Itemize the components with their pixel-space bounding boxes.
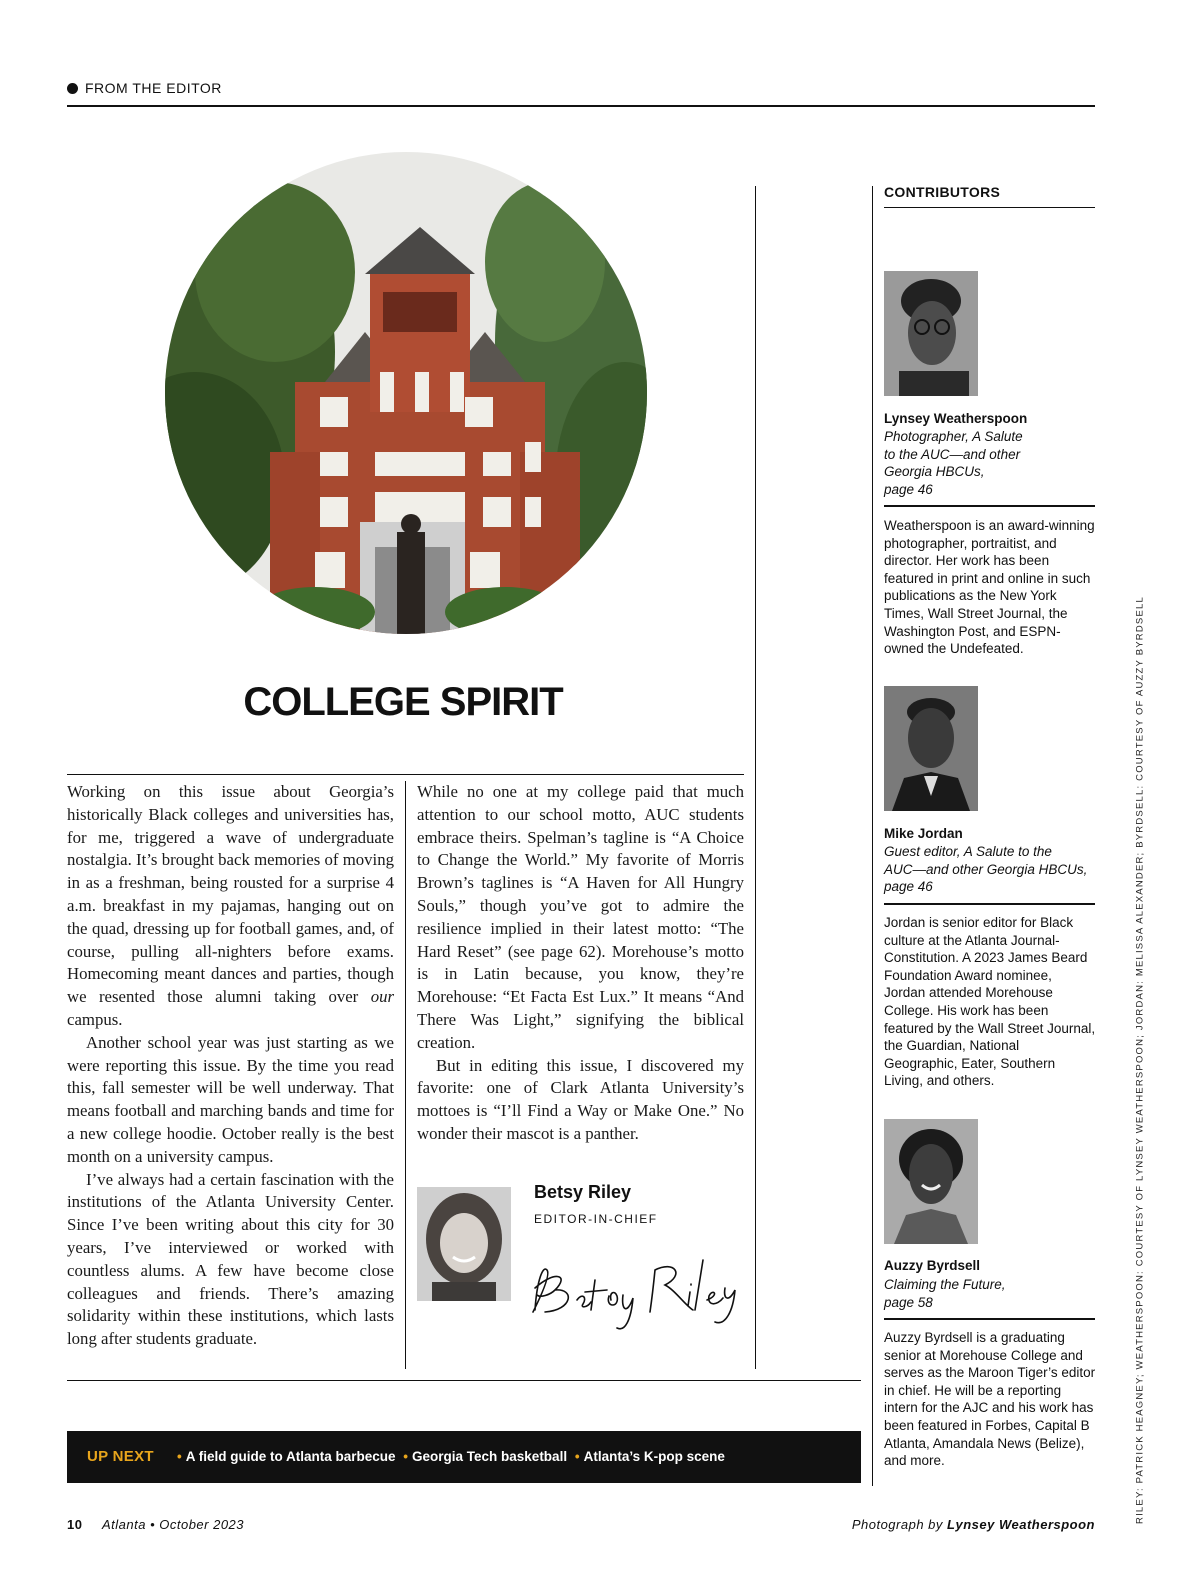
contributor-bio: Weatherspoon is an award-winning photographer, portraitist, and director. Her work has been featured in print and online in such publications as the New York Times, Wall Street Journal, the Washington Post, and ESPN-owned the Undefeated. <box>884 518 1095 657</box>
contributor-photo-byrdsell <box>884 1119 978 1244</box>
paragraph-emphasis: our <box>370 987 394 1007</box>
contributor-credit-line: Claiming the Future, <box>884 1277 1006 1292</box>
magazine-issue <box>102 1517 244 1532</box>
magazine-issue-text: Atlanta • October 2023 <box>102 1517 245 1532</box>
contributor-credit <box>884 1276 1095 1311</box>
up-next-bar <box>67 1431 861 1483</box>
body-top-rule <box>67 774 744 775</box>
bullet-icon: • <box>403 1449 409 1464</box>
section-label-text: FROM THE EDITOR <box>85 80 222 96</box>
contributor-credit-line: Georgia HBCUs, <box>884 464 985 480</box>
bullet-icon: • <box>574 1449 580 1464</box>
contributor-bio: Auzzy Byrdsell is a graduating senior at Morehouse College and serves as the Maroon Tiger’s editor in chief. He will be a reporting intern for the AJC and his work has been featured in Forbes, Capital B Atlanta, Amandala News (Belize), and more. <box>884 1330 1096 1469</box>
editor-portrait <box>417 1187 511 1301</box>
contributor-credit <box>884 843 1095 896</box>
contributor-photo-weatherspoon <box>884 271 978 396</box>
contributor-credit-line: page 46 <box>884 481 933 497</box>
editor-name: Betsy Riley <box>534 1182 632 1202</box>
paragraph: I’ve always had a certain fascination with the institutions of the Atlanta University Center. Since I’ve been writing about this city for 30 years, I’ve interviewed or worked with countless alums. A few have become close colleagues and friends. There’s amazing solidarity within these institutions, which lasts long after students graduate. <box>67 1169 394 1349</box>
divider-main-right <box>755 186 756 1369</box>
photo-credit-footer <box>852 1517 1095 1532</box>
contributors-heading: CONTRIBUTORS <box>884 184 1095 208</box>
paragraph-text: Working on this issue about Georgia’s historically Black colleges and universities has, for me, triggered a wave of undergraduate nostalgia. It’s brought back memories of moving in as a freshman, being rousted for a surprise 4 a.m. breakfast in my pajamas, hanging out on the quad, dressing up for football games, and, of course, pulling all-nighters before exams. Homecoming meant dances and parties, though we resented those alumni taking over <box>67 782 394 1007</box>
up-next-items <box>173 1449 725 1464</box>
body-column-1 <box>67 781 394 1351</box>
divider-body-columns <box>405 781 406 1369</box>
paragraph: While no one at my college paid that much attention to our school motto, AUC students embrace theirs. Spelman’s tagline is “A Choice to Change the World.” My favorite of Morris Brown’s taglines is “A Haven for All Hungry Souls,” though you’ve got to admire the resilience implied in their latest motto: “The Hard Reset” (see page 62). Morehouse’s motto is in Latin because, you know, they’re Morehouse: “Et Facta Est Lux.” It means “And There Was Light,” signifying the biblical creation. <box>417 782 744 1052</box>
photo-credit-prefix: Photograph by <box>851 1517 943 1532</box>
up-next-item: A field guide to Atlanta barbecue <box>185 1449 396 1464</box>
contributor-rule <box>884 505 1095 507</box>
editor-signature <box>525 1240 740 1335</box>
contributor-bio: Jordan is senior editor for Black culture at the Atlanta Journal-Constitution. A 2023 James Beard Foundation Award nominee, Jordan attended Morehouse College. His work has been featured by the Wall Street Journal, the Guardian, National Geographic, Eater, Southern Living, and others. <box>884 915 1096 1089</box>
contributor-credit-line: to the AUC—and other <box>884 446 1021 462</box>
contributor-rule <box>884 1318 1095 1320</box>
contributor-credit-line: Photographer, A Salute <box>884 429 1023 444</box>
photo-credit-name: Lynsey Weatherspoon <box>947 1517 1095 1532</box>
up-next-item: Georgia Tech basketball <box>412 1449 568 1464</box>
contributor-name: Mike Jordan <box>884 826 963 841</box>
paragraph: Another school year was just starting as we were reporting this issue. By the time you read this, fall semester will be well underway. That means football and marching bands and time for a new college hoodie. October really is the best month on a university campus. <box>67 1032 394 1166</box>
paragraph <box>67 781 394 1032</box>
divider-contributors <box>872 186 873 1486</box>
body-column-2 <box>417 781 744 1146</box>
contributor-credit-line: AUC—and other Georgia HBCUs, <box>884 861 1088 877</box>
contributor-credit <box>884 428 1095 498</box>
contributor-name: Auzzy Byrdsell <box>884 1258 981 1273</box>
page-number-text: 10 <box>67 1517 83 1532</box>
section-label <box>67 80 1095 107</box>
contributor-rule <box>884 903 1095 905</box>
contributor-name: Lynsey Weatherspoon <box>884 411 1028 426</box>
body-bottom-rule <box>67 1380 861 1381</box>
vertical-photo-credit: RILEY: PATRICK HEAGNEY; WEATHERSPOON: COURTESY OF LYNSEY WEATHERSPOON; JORDAN: MELISSA ALEXANDER; BYRDSELL: COURTESY OF AUZZY BYRDSELL <box>1134 596 1146 1524</box>
contributor-credit-line: page 46 <box>884 879 933 895</box>
bullet-icon: • <box>177 1449 182 1464</box>
article-headline: COLLEGE SPIRIT <box>243 680 563 724</box>
editor-role: EDITOR-IN-CHIEF <box>534 1212 658 1226</box>
contributor-credit-line: page 58 <box>884 1294 933 1310</box>
paragraph-text: campus. <box>67 1009 123 1029</box>
up-next-item: Atlanta’s K-pop scene <box>583 1449 725 1464</box>
hero-photo-morehouse-hall <box>165 152 647 634</box>
page-number <box>67 1517 82 1532</box>
contributor-credit-line: Guest editor, A Salute to the <box>884 844 1052 859</box>
up-next-label: UP NEXT <box>87 1448 154 1465</box>
bullet-dot-icon <box>67 83 78 94</box>
paragraph: But in editing this issue, I discovered my favorite: one of Clark Atlanta University’s mottoes is “I’ll Find a Way or Make One.” No wonder their mascot is a panther. <box>417 1055 744 1143</box>
contributor-photo-jordan <box>884 686 978 811</box>
